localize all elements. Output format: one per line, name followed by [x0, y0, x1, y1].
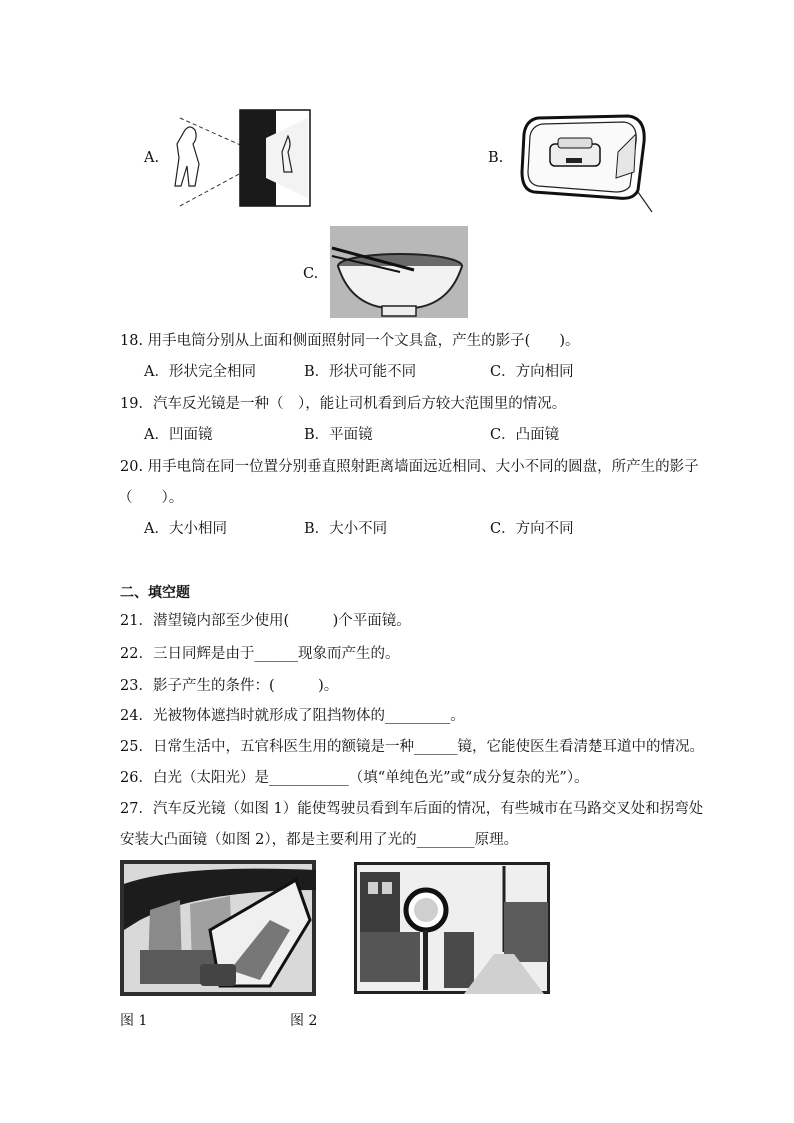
section-title: 二、填空题: [120, 585, 190, 601]
question-19-option-a: A．凹面镜: [144, 427, 213, 443]
question-27-line2: 安装大凸面镜（如图 2），都是主要利用了光的________原理。: [120, 832, 519, 848]
question-20-option-a: A．大小相同: [144, 521, 227, 537]
question-22: 22．三日同辉是由于______现象而产生的。: [120, 646, 400, 662]
question-19-option-c: C．凸面镜: [490, 427, 560, 443]
figure-2-traffic-convex-mirror-photo: [354, 862, 550, 994]
question-19-stem: 19．汽车反光镜是一种（ ），能让司机看到后方较大范围里的情况。: [120, 396, 567, 412]
question-18-option-c: C．方向相同: [490, 364, 574, 380]
bowl-with-chopsticks-image: [330, 226, 468, 318]
question-19-option-b: B．平面镜: [304, 427, 373, 443]
question-26: 26．白光（太阳光）是___________（填“单纯色光”或“成分复杂的光”）。: [120, 770, 589, 786]
option-b-label: B.: [488, 150, 504, 166]
question-18-stem: 18. 用手电筒分别从上面和侧面照射同一个文具盒，产生的影子( )。: [120, 333, 580, 349]
figure-2-caption: 图 2: [290, 1013, 318, 1029]
question-20-stem-line2: （ ）。: [118, 490, 184, 506]
question-21: 21．潜望镜内部至少使用( )个平面镜。: [120, 613, 411, 629]
figure-1-car-mirror-photo: [120, 860, 316, 996]
question-20-stem-line1: 20. 用手电筒在同一位置分别垂直照射距离墙面远近相同、大小不同的圆盘，所产生的影子: [120, 459, 699, 475]
car-mirror-image: [518, 112, 658, 214]
question-18-option-a: A．形状完全相同: [144, 364, 256, 380]
figure-1-caption: 图 1: [120, 1013, 148, 1029]
question-27-line1: 27．汽车反光镜（如图 1）能使驾驶员看到车后面的情况，有些城市在马路交叉处和拐弯处: [120, 801, 704, 817]
question-20-option-b: B．大小不同: [304, 521, 388, 537]
question-18-option-b: B．形状可能不同: [304, 364, 417, 380]
shadow-puppet-image: [170, 108, 312, 208]
question-23: 23．影子产生的条件：( )。: [120, 678, 339, 694]
question-25: 25．日常生活中，五官科医生用的额镜是一种______镜，它能使医生看清楚耳道中的情况。: [120, 739, 704, 755]
option-c-label: C.: [303, 266, 319, 282]
option-a-label: A.: [144, 150, 160, 166]
question-24: 24．光被物体遮挡时就形成了阻挡物体的_________。: [120, 708, 465, 724]
question-20-option-c: C．方向不同: [490, 521, 574, 537]
